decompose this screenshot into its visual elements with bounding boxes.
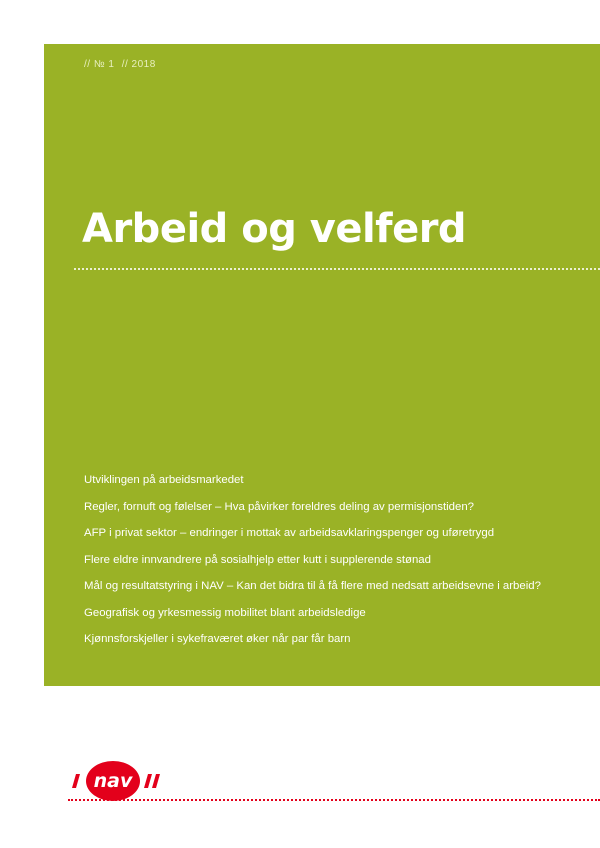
cover-panel [44,44,600,686]
article-item: Flere eldre innvandrere på sosialhjelp etter kutt i supplerende stønad [84,553,431,566]
article-list [84,472,594,658]
issue-line [84,59,160,70]
article-item: Utviklingen på arbeidsmarkedet [84,474,244,486]
bottom-divider [68,799,600,801]
cover-title: Arbeid og velferd [82,206,467,252]
issue-number: // № 1 [84,59,115,70]
article-item: Regler, fornuft og følelser – Hva påvirker foreldres deling av permisjonstiden? [84,500,475,513]
svg-text:nav: nav [93,770,133,792]
article-item: Kjønnsforskjeller i sykefraværet øker når par får barn [84,633,351,645]
article-item: AFP i privat sektor – endringer i mottak av arbeidsavklaringspenger og uføretrygd [84,527,495,539]
article-item: Mål og resultatstyring i NAV – Kan det bidra til å få flere med nedsatt arbeidsevne i arbeid? [84,580,541,592]
issue-year: // 2018 [121,59,156,70]
nav-logo-icon [68,758,168,804]
title-divider [74,268,600,270]
article-item: Geografisk og yrkesmessig mobilitet blant arbeidsledige [84,606,366,619]
